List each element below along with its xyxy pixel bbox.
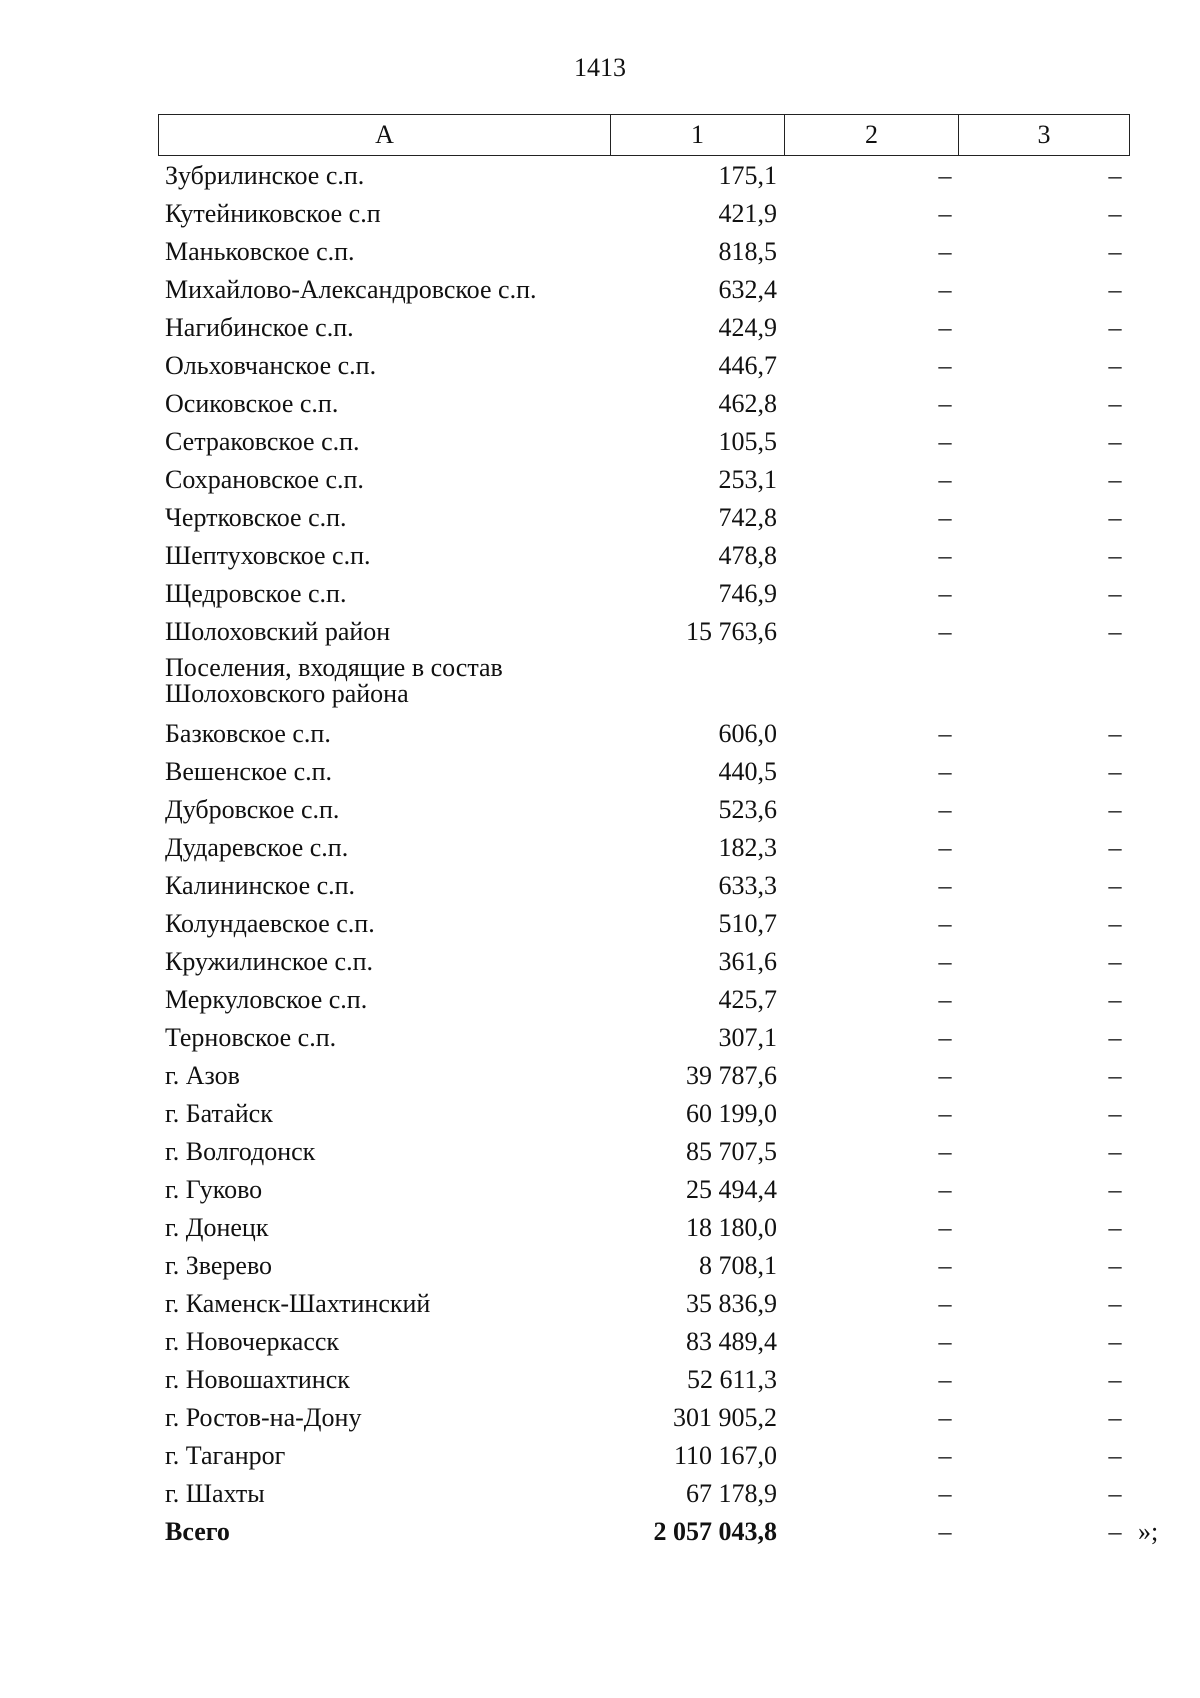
row-value-col-2: – bbox=[938, 579, 952, 608]
row-value-col-2: – bbox=[938, 757, 952, 786]
row-value-col-3: – bbox=[1108, 161, 1122, 190]
row-value-col-3: – bbox=[1108, 503, 1122, 532]
row-value-col-1: 424,9 bbox=[718, 313, 777, 342]
row-name: Терновское с.п. bbox=[165, 1023, 337, 1052]
row-value-col-2: – bbox=[938, 833, 952, 862]
table-row bbox=[0, 981, 1200, 1019]
row-name: Шептуховское с.п. bbox=[165, 541, 371, 570]
row-name: Ольховчанское с.п. bbox=[165, 351, 377, 380]
table-body bbox=[0, 157, 1200, 1551]
page-number: 1413 bbox=[574, 53, 626, 82]
row-value-col-2: – bbox=[938, 1327, 952, 1356]
row-value-col-2: – bbox=[938, 1099, 952, 1128]
row-value-col-3: – bbox=[1108, 1365, 1122, 1394]
row-value-col-3: – bbox=[1108, 579, 1122, 608]
row-value-col-2: – bbox=[938, 1251, 952, 1280]
row-value-col-2: – bbox=[938, 1023, 952, 1052]
row-value-col-1: 307,1 bbox=[718, 1023, 777, 1052]
row-value-col-2: – bbox=[938, 1175, 952, 1204]
row-value-col-3: – bbox=[1108, 1023, 1122, 1052]
table-row bbox=[0, 499, 1200, 537]
row-value-col-1: 25 494,4 bbox=[686, 1175, 777, 1204]
row-value-col-3: – bbox=[1108, 1327, 1122, 1356]
table-row bbox=[0, 195, 1200, 233]
row-value-col-3: – bbox=[1108, 719, 1122, 748]
table-row bbox=[0, 1437, 1200, 1475]
row-value-col-1: 60 199,0 bbox=[686, 1099, 777, 1128]
table-row bbox=[0, 385, 1200, 423]
row-name: Кутейниковское с.п bbox=[165, 199, 381, 228]
row-name: Поселения, входящие в состав Шолоховского района bbox=[165, 653, 503, 708]
table-row bbox=[0, 461, 1200, 499]
row-value-col-2: – bbox=[938, 275, 952, 304]
table-row bbox=[0, 233, 1200, 271]
row-value-col-3: – bbox=[1108, 909, 1122, 938]
row-name: Сохрановское с.п. bbox=[165, 465, 364, 494]
table-row bbox=[0, 1475, 1200, 1513]
row-value-col-2: – bbox=[938, 719, 952, 748]
total-value-col-2: – bbox=[938, 1517, 952, 1546]
row-value-col-2: – bbox=[938, 1213, 952, 1242]
row-value-col-1: 175,1 bbox=[718, 161, 777, 190]
row-name: г. Каменск-Шахтинский bbox=[165, 1289, 431, 1318]
row-value-col-1: 818,5 bbox=[718, 237, 777, 266]
row-value-col-3: – bbox=[1108, 985, 1122, 1014]
row-value-col-1: 462,8 bbox=[718, 389, 777, 418]
row-value-col-1: 52 611,3 bbox=[686, 1365, 777, 1394]
table-row bbox=[0, 1399, 1200, 1437]
table-row bbox=[0, 537, 1200, 575]
table-row bbox=[0, 309, 1200, 347]
row-name: г. Азов bbox=[165, 1061, 240, 1090]
row-value-col-1: 301 905,2 bbox=[673, 1403, 777, 1432]
table-row bbox=[0, 1095, 1200, 1133]
table-row bbox=[0, 157, 1200, 195]
row-value-col-3: – bbox=[1108, 1251, 1122, 1280]
table-row bbox=[0, 1171, 1200, 1209]
row-value-col-3: – bbox=[1108, 795, 1122, 824]
row-name: г. Таганрог bbox=[165, 1441, 286, 1470]
row-value-col-2: – bbox=[938, 1061, 952, 1090]
row-value-col-3: – bbox=[1108, 541, 1122, 570]
row-value-col-3: – bbox=[1108, 871, 1122, 900]
row-value-col-1: 85 707,5 bbox=[686, 1137, 777, 1166]
row-value-col-3: – bbox=[1108, 1137, 1122, 1166]
total-label: Всего bbox=[165, 1517, 230, 1546]
row-value-col-1: 421,9 bbox=[718, 199, 777, 228]
row-value-col-2: – bbox=[938, 313, 952, 342]
table-row bbox=[0, 613, 1200, 651]
row-value-col-2: – bbox=[938, 1137, 952, 1166]
total-value-col-1: 2 057 043,8 bbox=[653, 1517, 777, 1546]
total-row bbox=[0, 1513, 1200, 1551]
row-value-col-2: – bbox=[938, 427, 952, 456]
row-value-col-1: 523,6 bbox=[718, 795, 777, 824]
row-name: Дударевское с.п. bbox=[165, 833, 349, 862]
row-value-col-3: – bbox=[1108, 1289, 1122, 1318]
row-value-col-2: – bbox=[938, 1441, 952, 1470]
row-value-col-1: 253,1 bbox=[718, 465, 777, 494]
table-row bbox=[0, 753, 1200, 791]
row-value-col-3: – bbox=[1108, 313, 1122, 342]
row-value-col-3: – bbox=[1108, 351, 1122, 380]
row-value-col-3: – bbox=[1108, 465, 1122, 494]
row-name: Михайлово-Александровское с.п. bbox=[165, 275, 537, 304]
row-name: Щедровское с.п. bbox=[165, 579, 347, 608]
row-value-col-1: 425,7 bbox=[718, 985, 777, 1014]
row-value-col-1: 633,3 bbox=[718, 871, 777, 900]
row-value-col-1: 440,5 bbox=[718, 757, 777, 786]
row-value-col-1: 606,0 bbox=[718, 719, 777, 748]
row-value-col-1: 18 180,0 bbox=[686, 1213, 777, 1242]
row-value-col-1: 105,5 bbox=[718, 427, 777, 456]
row-name: Кружилинское с.п. bbox=[165, 947, 373, 976]
row-name: г. Донецк bbox=[165, 1213, 269, 1242]
row-name: Вешенское с.п. bbox=[165, 757, 333, 786]
row-value-col-3: – bbox=[1108, 1213, 1122, 1242]
row-value-col-3: – bbox=[1108, 199, 1122, 228]
row-value-col-2: – bbox=[938, 947, 952, 976]
row-value-col-2: – bbox=[938, 161, 952, 190]
row-name: Шолоховский район bbox=[165, 617, 391, 646]
row-value-col-3: – bbox=[1108, 1441, 1122, 1470]
row-value-col-3: – bbox=[1108, 427, 1122, 456]
table-row bbox=[0, 1247, 1200, 1285]
row-value-col-2: – bbox=[938, 617, 952, 646]
row-value-col-1: 35 836,9 bbox=[686, 1289, 777, 1318]
table-row bbox=[0, 271, 1200, 309]
row-value-col-1: 39 787,6 bbox=[686, 1061, 777, 1090]
row-name: Нагибинское с.п. bbox=[165, 313, 354, 342]
row-value-col-1: 361,6 bbox=[718, 947, 777, 976]
row-name: г. Новочеркасск bbox=[165, 1327, 340, 1356]
header-col-2: 2 bbox=[785, 115, 959, 155]
row-name: г. Новошахтинск bbox=[165, 1365, 350, 1394]
row-name: г. Гуково bbox=[165, 1175, 263, 1204]
row-value-col-1: 182,3 bbox=[718, 833, 777, 862]
header-col-a: А bbox=[159, 115, 611, 155]
row-value-col-1: 15 763,6 bbox=[686, 617, 777, 646]
table-row bbox=[0, 1133, 1200, 1171]
row-value-col-2: – bbox=[938, 199, 952, 228]
row-value-col-2: – bbox=[938, 1365, 952, 1394]
row-value-col-3: – bbox=[1108, 275, 1122, 304]
row-name: г. Зверево bbox=[165, 1251, 273, 1280]
row-name: Чертковское с.п. bbox=[165, 503, 347, 532]
row-name: г. Ростов-на-Дону bbox=[165, 1403, 362, 1432]
table-row bbox=[0, 423, 1200, 461]
row-value-col-2: – bbox=[938, 795, 952, 824]
table-row bbox=[0, 943, 1200, 981]
closing-quote: »; bbox=[1138, 1517, 1159, 1546]
table-row bbox=[0, 1285, 1200, 1323]
table-row bbox=[0, 1361, 1200, 1399]
row-value-col-1: 742,8 bbox=[718, 503, 777, 532]
row-value-col-1: 446,7 bbox=[718, 351, 777, 380]
row-value-col-2: – bbox=[938, 871, 952, 900]
row-value-col-3: – bbox=[1108, 1099, 1122, 1128]
row-value-col-1: 83 489,4 bbox=[686, 1327, 777, 1356]
row-value-col-3: – bbox=[1108, 1175, 1122, 1204]
row-value-col-1: 478,8 bbox=[718, 541, 777, 570]
row-name: г. Шахты bbox=[165, 1479, 265, 1508]
row-value-col-3: – bbox=[1108, 389, 1122, 418]
row-value-col-3: – bbox=[1108, 947, 1122, 976]
row-value-col-2: – bbox=[938, 985, 952, 1014]
table-row bbox=[0, 1323, 1200, 1361]
table-row bbox=[0, 867, 1200, 905]
row-name: Маньковское с.п. bbox=[165, 237, 355, 266]
table-row bbox=[0, 905, 1200, 943]
table-header bbox=[158, 114, 1130, 156]
total-value-col-3: – bbox=[1108, 1517, 1122, 1546]
row-value-col-3: – bbox=[1108, 1061, 1122, 1090]
row-value-col-2: – bbox=[938, 1403, 952, 1432]
row-value-col-2: – bbox=[938, 909, 952, 938]
row-value-col-2: – bbox=[938, 1289, 952, 1318]
row-value-col-2: – bbox=[938, 351, 952, 380]
row-value-col-1: 8 708,1 bbox=[699, 1251, 777, 1280]
row-value-col-2: – bbox=[938, 389, 952, 418]
table-row bbox=[0, 347, 1200, 385]
header-col-1: 1 bbox=[611, 115, 785, 155]
table-row bbox=[0, 791, 1200, 829]
row-value-col-3: – bbox=[1108, 833, 1122, 862]
table-row bbox=[0, 1019, 1200, 1057]
row-value-col-2: – bbox=[938, 1479, 952, 1508]
row-value-col-1: 110 167,0 bbox=[673, 1441, 777, 1470]
row-name: г. Батайск bbox=[165, 1099, 273, 1128]
table-row bbox=[0, 575, 1200, 613]
row-value-col-2: – bbox=[938, 237, 952, 266]
row-name: Дубровское с.п. bbox=[165, 795, 340, 824]
row-value-col-3: – bbox=[1108, 617, 1122, 646]
row-value-col-1: 510,7 bbox=[718, 909, 777, 938]
row-name: Меркуловское с.п. bbox=[165, 985, 368, 1014]
row-name: Сетраковское с.п. bbox=[165, 427, 360, 456]
row-value-col-1: 67 178,9 bbox=[686, 1479, 777, 1508]
row-name: г. Волгодонск bbox=[165, 1137, 316, 1166]
row-name: Калининское с.п. bbox=[165, 871, 356, 900]
header-col-3: 3 bbox=[1037, 120, 1051, 149]
table-row bbox=[0, 829, 1200, 867]
row-value-col-3: – bbox=[1108, 1479, 1122, 1508]
row-value-col-2: – bbox=[938, 541, 952, 570]
row-value-col-1: 746,9 bbox=[718, 579, 777, 608]
row-value-col-1: 632,4 bbox=[718, 275, 777, 304]
row-value-col-2: – bbox=[938, 465, 952, 494]
table-row bbox=[0, 715, 1200, 753]
row-name: Зубрилинское с.п. bbox=[165, 161, 365, 190]
row-name: Базковское с.п. bbox=[165, 719, 331, 748]
row-name: Осиковское с.п. bbox=[165, 389, 339, 418]
table-row bbox=[0, 1209, 1200, 1247]
row-name: Колундаевское с.п. bbox=[165, 909, 375, 938]
row-value-col-3: – bbox=[1108, 237, 1122, 266]
row-value-col-3: – bbox=[1108, 1403, 1122, 1432]
row-value-col-3: – bbox=[1108, 757, 1122, 786]
table-row bbox=[0, 651, 1200, 715]
row-value-col-2: – bbox=[938, 503, 952, 532]
table-row bbox=[0, 1057, 1200, 1095]
